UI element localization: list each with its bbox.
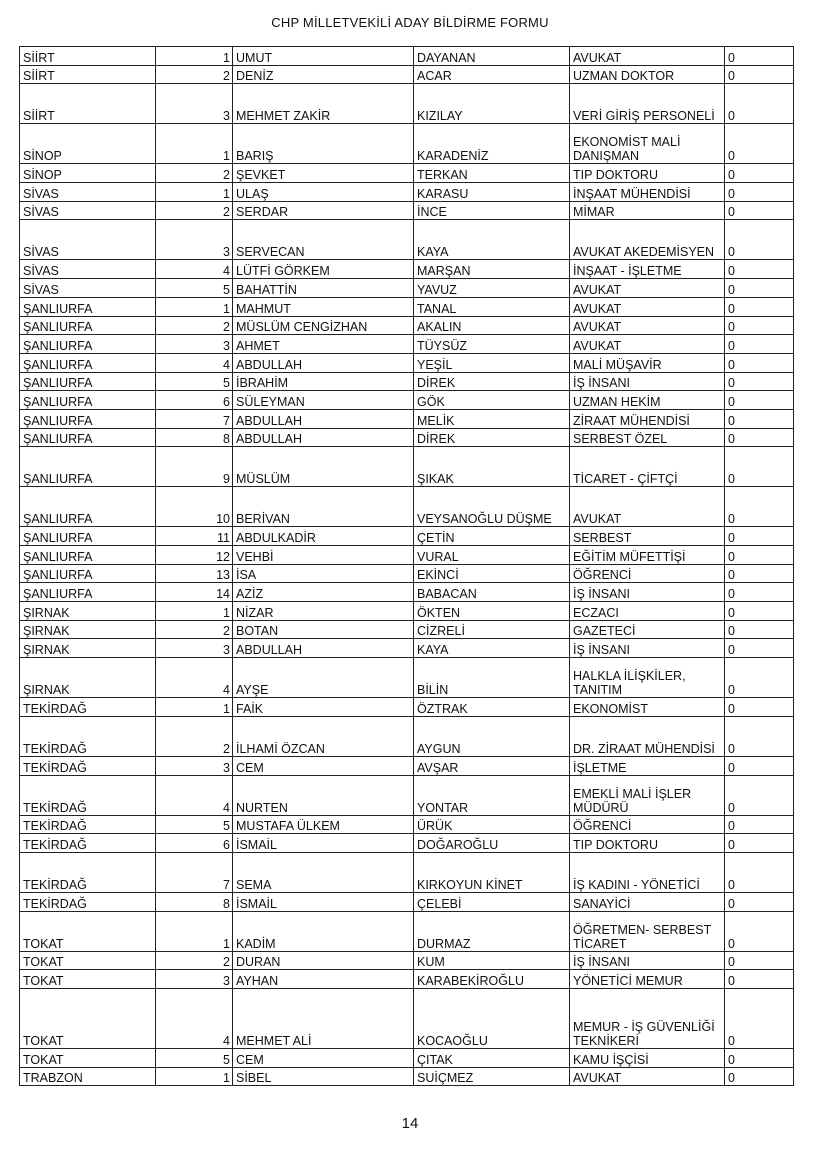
first-name-cell: İSMAİL [233,834,414,853]
order-number-cell: 6 [156,391,233,410]
occupation-cell: TİCARET - ÇİFTÇİ [570,447,725,487]
surname-cell: AKALIN [414,316,570,335]
surname-cell: DAYANAN [414,47,570,66]
occupation-cell: TIP DOKTORU [570,834,725,853]
order-number-cell: 9 [156,447,233,487]
occupation-cell: İŞ KADINI - YÖNETİCİ [570,852,725,892]
order-number-cell: 4 [156,775,233,815]
surname-cell: BABACAN [414,583,570,602]
order-number-cell: 4 [156,658,233,698]
table-row [20,164,794,183]
order-number-cell: 1 [156,297,233,316]
province-cell: TEKİRDAĞ [20,716,156,756]
first-name-cell: AYŞE [233,658,414,698]
order-number-cell: 10 [156,487,233,527]
count-cell: 0 [725,892,794,911]
province-cell: SİİRT [20,47,156,66]
province-cell: TOKAT [20,951,156,970]
count-cell: 0 [725,775,794,815]
province-cell: ŞANLIURFA [20,353,156,372]
first-name-cell: DURAN [233,951,414,970]
occupation-cell: AVUKAT [570,316,725,335]
first-name-cell: AHMET [233,335,414,354]
count-cell: 0 [725,391,794,410]
province-cell: SİVAS [20,260,156,279]
count-cell: 0 [725,620,794,639]
count-cell: 0 [725,84,794,124]
occupation-cell: AVUKAT [570,487,725,527]
first-name-cell: AZİZ [233,583,414,602]
occupation-cell: MEMUR - İŞ GÜVENLİĞİ TEKNİKERİ [570,988,725,1048]
first-name-cell: VEHBİ [233,546,414,565]
surname-cell: KAYA [414,220,570,260]
count-cell: 0 [725,658,794,698]
order-number-cell: 14 [156,583,233,602]
occupation-cell: DR. ZİRAAT MÜHENDİSİ [570,716,725,756]
first-name-cell: LÜTFİ GÖRKEM [233,260,414,279]
table-row [20,620,794,639]
province-cell: ŞANLIURFA [20,372,156,391]
count-cell: 0 [725,487,794,527]
first-name-cell: BAHATTİN [233,279,414,298]
first-name-cell: CEM [233,1048,414,1067]
first-name-cell: MÜSLÜM [233,447,414,487]
province-cell: ŞANLIURFA [20,447,156,487]
first-name-cell: SERDAR [233,201,414,220]
count-cell: 0 [725,1048,794,1067]
count-cell: 0 [725,527,794,546]
occupation-cell: SERBEST [570,527,725,546]
order-number-cell: 1 [156,911,233,951]
surname-cell: KIZILAY [414,84,570,124]
table-row [20,84,794,124]
table-row [20,487,794,527]
occupation-cell: İŞ İNSANI [570,583,725,602]
table-row [20,372,794,391]
table-row [20,815,794,834]
count-cell: 0 [725,335,794,354]
table-row [20,602,794,621]
order-number-cell: 2 [156,164,233,183]
surname-cell: AYGUN [414,716,570,756]
first-name-cell: SERVECAN [233,220,414,260]
candidate-table [19,46,794,1086]
occupation-cell: UZMAN DOKTOR [570,65,725,84]
province-cell: TEKİRDAĞ [20,698,156,717]
order-number-cell: 11 [156,527,233,546]
table-row [20,316,794,335]
order-number-cell: 2 [156,951,233,970]
surname-cell: ÖZTRAK [414,698,570,717]
surname-cell: YONTAR [414,775,570,815]
order-number-cell: 3 [156,756,233,775]
table-row [20,834,794,853]
order-number-cell: 2 [156,65,233,84]
table-row [20,988,794,1048]
surname-cell: KIRKOYUN KİNET [414,852,570,892]
province-cell: SİVAS [20,279,156,298]
province-cell: ŞANLIURFA [20,391,156,410]
province-cell: ŞANLIURFA [20,428,156,447]
occupation-cell: ÖĞRENCİ [570,564,725,583]
surname-cell: MELİK [414,409,570,428]
order-number-cell: 2 [156,716,233,756]
first-name-cell: SİBEL [233,1067,414,1086]
occupation-cell: TIP DOKTORU [570,164,725,183]
count-cell: 0 [725,409,794,428]
count-cell: 0 [725,47,794,66]
count-cell: 0 [725,201,794,220]
province-cell: SİVAS [20,220,156,260]
count-cell: 0 [725,834,794,853]
surname-cell: YAVUZ [414,279,570,298]
table-row [20,428,794,447]
first-name-cell: MEHMET ZAKİR [233,84,414,124]
occupation-cell: EKONOMİST MALİ DANIŞMAN [570,124,725,164]
order-number-cell: 12 [156,546,233,565]
count-cell: 0 [725,279,794,298]
order-number-cell: 1 [156,1067,233,1086]
surname-cell: ÜRÜK [414,815,570,834]
table-row [20,297,794,316]
candidate-table-body [20,47,794,1086]
occupation-cell: AVUKAT [570,335,725,354]
surname-cell: YEŞİL [414,353,570,372]
surname-cell: KARABEKİROĞLU [414,970,570,989]
first-name-cell: SÜLEYMAN [233,391,414,410]
first-name-cell: ABDULLAH [233,353,414,372]
count-cell: 0 [725,260,794,279]
surname-cell: ÇELEBİ [414,892,570,911]
first-name-cell: ABDULLAH [233,409,414,428]
province-cell: SİNOP [20,164,156,183]
count-cell: 0 [725,220,794,260]
count-cell: 0 [725,447,794,487]
occupation-cell: AVUKAT [570,297,725,316]
count-cell: 0 [725,815,794,834]
occupation-cell: MİMAR [570,201,725,220]
count-cell: 0 [725,970,794,989]
count-cell: 0 [725,353,794,372]
occupation-cell: AVUKAT [570,47,725,66]
order-number-cell: 4 [156,260,233,279]
surname-cell: GÖK [414,391,570,410]
occupation-cell: VERİ GİRİŞ PERSONELİ [570,84,725,124]
order-number-cell: 5 [156,1048,233,1067]
occupation-cell: İŞ İNSANI [570,639,725,658]
first-name-cell: KADİM [233,911,414,951]
order-number-cell: 7 [156,409,233,428]
count-cell: 0 [725,183,794,202]
table-row [20,546,794,565]
surname-cell: ÇITAK [414,1048,570,1067]
table-row [20,970,794,989]
first-name-cell: İSA [233,564,414,583]
surname-cell: DOĞAROĞLU [414,834,570,853]
table-row [20,335,794,354]
surname-cell: ŞIKAK [414,447,570,487]
province-cell: TEKİRDAĞ [20,892,156,911]
order-number-cell: 1 [156,698,233,717]
count-cell: 0 [725,65,794,84]
count-cell: 0 [725,583,794,602]
province-cell: ŞANLIURFA [20,527,156,546]
table-row [20,409,794,428]
count-cell: 0 [725,124,794,164]
table-row [20,260,794,279]
first-name-cell: FAİK [233,698,414,717]
occupation-cell: KAMU İŞÇİSİ [570,1048,725,1067]
table-row [20,220,794,260]
occupation-cell: UZMAN HEKİM [570,391,725,410]
order-number-cell: 5 [156,815,233,834]
province-cell: TOKAT [20,988,156,1048]
count-cell: 0 [725,852,794,892]
order-number-cell: 8 [156,428,233,447]
surname-cell: ACAR [414,65,570,84]
province-cell: ŞIRNAK [20,639,156,658]
province-cell: TEKİRDAĞ [20,756,156,775]
occupation-cell: ZİRAAT MÜHENDİSİ [570,409,725,428]
province-cell: SİİRT [20,65,156,84]
count-cell: 0 [725,756,794,775]
order-number-cell: 3 [156,970,233,989]
occupation-cell: EKONOMİST [570,698,725,717]
province-cell: TEKİRDAĞ [20,815,156,834]
surname-cell: KARASU [414,183,570,202]
province-cell: ŞIRNAK [20,620,156,639]
table-row [20,698,794,717]
province-cell: ŞANLIURFA [20,316,156,335]
count-cell: 0 [725,428,794,447]
first-name-cell: MAHMUT [233,297,414,316]
surname-cell: İNCE [414,201,570,220]
count-cell: 0 [725,602,794,621]
first-name-cell: BOTAN [233,620,414,639]
surname-cell: TERKAN [414,164,570,183]
first-name-cell: ŞEVKET [233,164,414,183]
table-row [20,756,794,775]
province-cell: TOKAT [20,911,156,951]
province-cell: SİİRT [20,84,156,124]
table-row [20,775,794,815]
order-number-cell: 2 [156,316,233,335]
occupation-cell: MALİ MÜŞAVİR [570,353,725,372]
surname-cell: BİLİN [414,658,570,698]
surname-cell: ÇETİN [414,527,570,546]
surname-cell: CİZRELİ [414,620,570,639]
count-cell: 0 [725,911,794,951]
province-cell: ŞANLIURFA [20,546,156,565]
count-cell: 0 [725,297,794,316]
occupation-cell: YÖNETİCİ MEMUR [570,970,725,989]
province-cell: TRABZON [20,1067,156,1086]
occupation-cell: İŞ İNSANI [570,372,725,391]
order-number-cell: 7 [156,852,233,892]
count-cell: 0 [725,372,794,391]
occupation-cell: SANAYİCİ [570,892,725,911]
surname-cell: TANAL [414,297,570,316]
first-name-cell: CEM [233,756,414,775]
first-name-cell: İBRAHİM [233,372,414,391]
table-row [20,951,794,970]
first-name-cell: ABDULLAH [233,428,414,447]
surname-cell: DİREK [414,372,570,391]
first-name-cell: NURTEN [233,775,414,815]
table-row [20,892,794,911]
count-cell: 0 [725,564,794,583]
table-row [20,527,794,546]
table-row [20,564,794,583]
province-cell: ŞANLIURFA [20,335,156,354]
order-number-cell: 5 [156,279,233,298]
surname-cell: EKİNCİ [414,564,570,583]
table-row [20,65,794,84]
first-name-cell: NİZAR [233,602,414,621]
occupation-cell: SERBEST ÖZEL [570,428,725,447]
province-cell: TOKAT [20,1048,156,1067]
order-number-cell: 8 [156,892,233,911]
surname-cell: DURMAZ [414,911,570,951]
count-cell: 0 [725,951,794,970]
province-cell: ŞANLIURFA [20,564,156,583]
first-name-cell: DENİZ [233,65,414,84]
occupation-cell: İŞLETME [570,756,725,775]
occupation-cell: İNŞAAT - İŞLETME [570,260,725,279]
occupation-cell: HALKLA İLİŞKİLER, TANITIM [570,658,725,698]
table-row [20,716,794,756]
first-name-cell: ULAŞ [233,183,414,202]
table-row [20,124,794,164]
table-row [20,658,794,698]
occupation-cell: İŞ İNSANI [570,951,725,970]
surname-cell: VURAL [414,546,570,565]
order-number-cell: 6 [156,834,233,853]
order-number-cell: 1 [156,602,233,621]
province-cell: ŞIRNAK [20,602,156,621]
province-cell: SİVAS [20,201,156,220]
province-cell: TEKİRDAĞ [20,775,156,815]
order-number-cell: 4 [156,988,233,1048]
order-number-cell: 3 [156,639,233,658]
province-cell: ŞIRNAK [20,658,156,698]
province-cell: ŞANLIURFA [20,583,156,602]
occupation-cell: ECZACI [570,602,725,621]
surname-cell: MARŞAN [414,260,570,279]
surname-cell: SUİÇMEZ [414,1067,570,1086]
order-number-cell: 3 [156,335,233,354]
occupation-cell: ÖĞRETMEN- SERBEST TİCARET [570,911,725,951]
province-cell: ŞANLIURFA [20,297,156,316]
table-row [20,1067,794,1086]
first-name-cell: AYHAN [233,970,414,989]
occupation-cell: AVUKAT [570,1067,725,1086]
form-title: CHP MİLLETVEKİLİ ADAY BİLDİRME FORMU [271,15,549,30]
province-cell: SİVAS [20,183,156,202]
order-number-cell: 1 [156,183,233,202]
occupation-cell: AVUKAT AKEDEMİSYEN [570,220,725,260]
surname-cell: DİREK [414,428,570,447]
first-name-cell: ABDULKADİR [233,527,414,546]
surname-cell: KUM [414,951,570,970]
table-row [20,447,794,487]
province-cell: ŞANLIURFA [20,409,156,428]
table-row [20,391,794,410]
first-name-cell: İLHAMİ ÖZCAN [233,716,414,756]
page-number: 14 [401,1115,419,1132]
first-name-cell: BERİVAN [233,487,414,527]
first-name-cell: MEHMET ALİ [233,988,414,1048]
table-row [20,353,794,372]
table-row [20,183,794,202]
first-name-cell: BARIŞ [233,124,414,164]
surname-cell: KOCAOĞLU [414,988,570,1048]
first-name-cell: UMUT [233,47,414,66]
order-number-cell: 2 [156,620,233,639]
surname-cell: AVŞAR [414,756,570,775]
table-row [20,47,794,66]
count-cell: 0 [725,698,794,717]
occupation-cell: ÖĞRENCİ [570,815,725,834]
table-row [20,1048,794,1067]
count-cell: 0 [725,164,794,183]
occupation-cell: İNŞAAT MÜHENDİSİ [570,183,725,202]
order-number-cell: 3 [156,84,233,124]
table-row [20,911,794,951]
surname-cell: TÜYSÜZ [414,335,570,354]
count-cell: 0 [725,1067,794,1086]
first-name-cell: MÜSLÜM CENGİZHAN [233,316,414,335]
table-row [20,279,794,298]
occupation-cell: EĞİTİM MÜFETTİŞİ [570,546,725,565]
table-row [20,639,794,658]
province-cell: ŞANLIURFA [20,487,156,527]
province-cell: SİNOP [20,124,156,164]
table-row [20,852,794,892]
order-number-cell: 1 [156,47,233,66]
province-cell: TOKAT [20,970,156,989]
order-number-cell: 1 [156,124,233,164]
occupation-cell: EMEKLİ MALİ İŞLER MÜDÜRÜ [570,775,725,815]
order-number-cell: 3 [156,220,233,260]
first-name-cell: MUSTAFA ÜLKEM [233,815,414,834]
count-cell: 0 [725,546,794,565]
surname-cell: KARADENİZ [414,124,570,164]
table-row [20,201,794,220]
order-number-cell: 13 [156,564,233,583]
occupation-cell: GAZETECİ [570,620,725,639]
count-cell: 0 [725,988,794,1048]
surname-cell: KAYA [414,639,570,658]
order-number-cell: 2 [156,201,233,220]
surname-cell: ÖKTEN [414,602,570,621]
province-cell: TEKİRDAĞ [20,852,156,892]
province-cell: TEKİRDAĞ [20,834,156,853]
count-cell: 0 [725,716,794,756]
order-number-cell: 5 [156,372,233,391]
count-cell: 0 [725,316,794,335]
occupation-cell: AVUKAT [570,279,725,298]
first-name-cell: SEMA [233,852,414,892]
table-row [20,583,794,602]
first-name-cell: ABDULLAH [233,639,414,658]
count-cell: 0 [725,639,794,658]
surname-cell: VEYSANOĞLU DÜŞME [414,487,570,527]
order-number-cell: 4 [156,353,233,372]
first-name-cell: İSMAİL [233,892,414,911]
